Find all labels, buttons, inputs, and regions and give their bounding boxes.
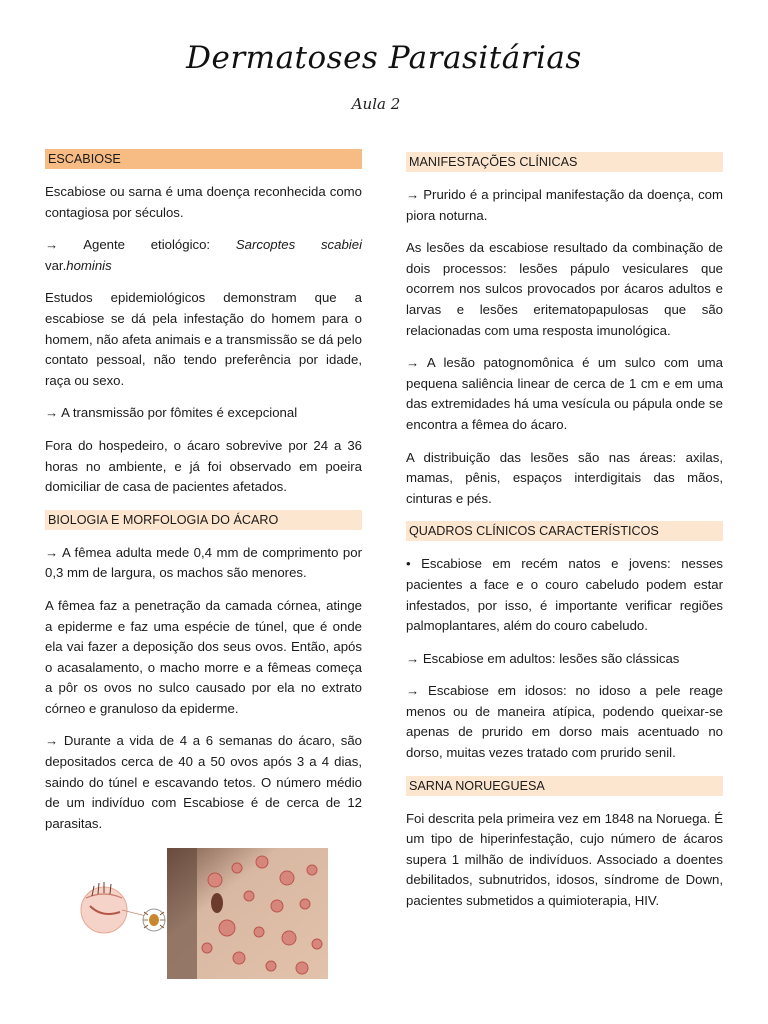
scabies-figure xyxy=(80,848,328,979)
paragraph: A fêmea faz a penetração da camada córnea, atinge a epiderme e faz uma espécie de túnel, que é onde ela vai fazer a deposição dos seus ovos. Então, após o acasalamento, o macho morre e a fêmeas começa a pôr os ovos no sulco causado por ela no extrato córneo e granuloso da epiderme. xyxy=(45,597,362,716)
section-heading-manifestacoes: MANIFESTAÇÕES CLÍNICAS xyxy=(406,152,723,172)
mite-burrow-diagram xyxy=(80,848,166,979)
paragraph: Escabiose ou sarna é uma doença reconhecida como contagiosa por séculos. xyxy=(45,184,362,220)
paragraph-etiologic-agent xyxy=(45,235,362,276)
paragraph: → A fêmea adulta mede 0,4 mm de comprimento por 0,3 mm de largura, os machos são menores. xyxy=(45,544,362,581)
right-column xyxy=(406,152,723,924)
paragraph: Estudos epidemiológicos demonstram que a escabiose se dá pela infestação do homem para o homem, não afeta animais e a transmissão se dá pelo contato pessoal, não tendo preferência por idade, raça ou sexo. xyxy=(45,290,362,388)
paragraph: • Escabiose em recém natos e jovens: nesses pacientes a face e o couro cabeludo podem estar infestados, por isso, é importante verificar regiões palmoplantares, além do couro cabeludo. xyxy=(406,556,723,634)
paragraph: → A lesão patognomônica é um sulco com uma pequena saliência linear de cerca de 1 cm e em uma das extremidades há uma vesícula ou pápula onde se encontra a fêmea do ácaro. xyxy=(406,355,723,432)
page-subtitle: Aula 2 xyxy=(351,95,401,113)
species-name: Sarcoptes scabiei xyxy=(235,237,362,253)
paragraph: Foi descrita pela primeira vez em 1848 na Noruega. É um tipo de hiperinfestação, cujo número de ácaros supera 1 milhão de indivíduos. Associado a doentes debilitados, subnutridos, idosos, síndrome de Down, pacientes submetidos a quimioterapia, HIV. xyxy=(406,810,723,909)
section-heading-biologia: BIOLOGIA E MORFOLOGIA DO ÁCARO xyxy=(45,510,362,530)
left-column xyxy=(45,149,362,846)
section-heading-quadros: QUADROS CLÍNICOS CARACTERÍSTICOS xyxy=(406,521,723,541)
section-heading-escabiose: ESCABIOSE xyxy=(45,149,362,169)
paragraph: A distribuição das lesões são nas áreas: axilas, mamas, pênis, espaços interdigitais das mãos, cinturas e pés. xyxy=(406,449,723,506)
variety-name: hominis xyxy=(66,257,112,273)
text: → Agente etiológico: xyxy=(45,237,236,253)
section-heading-sarna: SARNA NORUEGUESA xyxy=(406,776,723,796)
paragraph: → A transmissão por fômites é excepcional xyxy=(45,405,298,421)
paragraph: → Escabiose em adultos: lesões são clássicas xyxy=(406,650,680,666)
paragraph: → Escabiose em idosos: no idoso a pele reage menos ou de maneira atípica, podendo queixar-se apenas de prurido em dorso mais acentuado no dorso, muitas vezes tratado com prurido senil. xyxy=(406,683,723,761)
paragraph: → Prurido é a principal manifestação da doença, com piora noturna. xyxy=(406,187,723,223)
paragraph: → Durante a vida de 4 a 6 semanas do ácaro, são depositados cerca de 40 a 50 ovos após 3 a 4 dias, saindo do túnel e escavando tetos. O número médio de um indivíduo com Escabiose é de cerca de 12 parasitas. xyxy=(45,733,362,831)
paragraph: Fora do hospedeiro, o ácaro sobrevive por 24 a 36 horas no ambiente, e já foi observado em poeira domiciliar de casa de pacientes afetados. xyxy=(45,437,362,495)
skin-lesion-photo xyxy=(167,848,328,979)
paragraph: As lesões da escabiose resultado da combinação de dois processos: lesões pápulo vesiculares que ocorrem nos sulcos provocados por ácaros adultos e larvas e lesões eritematopapulosas que são relacionadas com uma resposta imunológica. xyxy=(406,240,723,338)
text: var. xyxy=(45,257,67,273)
page-title: Dermatoses Parasitárias xyxy=(186,40,582,76)
